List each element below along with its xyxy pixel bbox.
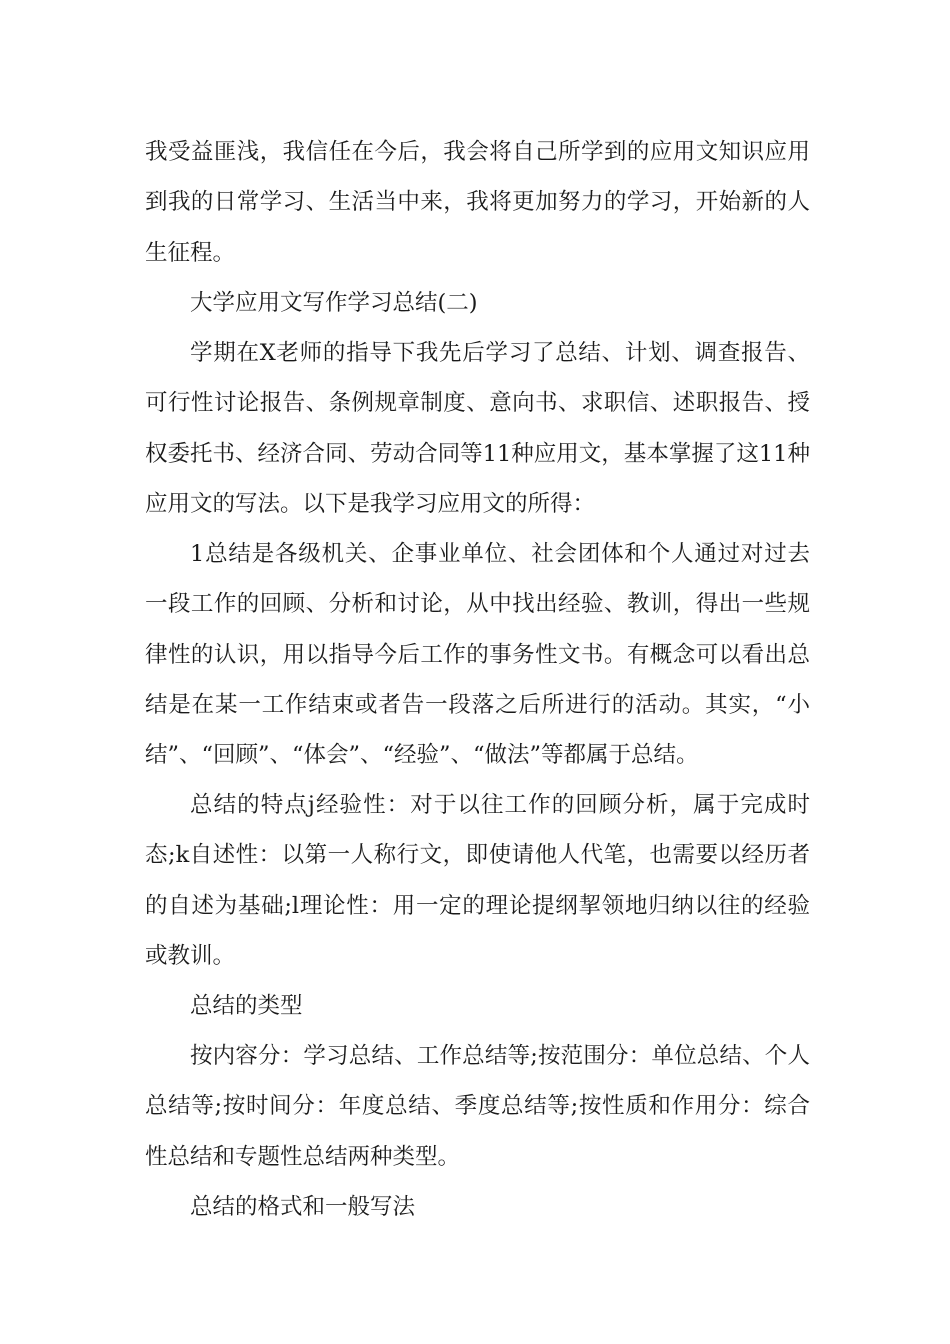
heading-summary-format: 总结的格式和一般写法 bbox=[190, 1194, 416, 1220]
paragraph-summary-definition: 1总结是各级机关、企事业单位、社会团体和个人通过对过去一段工作的回顾、分析和讨论，从中找出经验、教训，得出一些规律性的认识，用以指导今后工作的事务性文书。有概念可以看出总结是在某一工作结束或者告一段落之后所进行的活动。其实，“小结”、“回顾”、“体会”、“经验”、“做法”等都属于总结。 bbox=[145, 541, 810, 769]
paragraph-intro: 学期在X老师的指导下我先后学习了总结、计划、调查报告、可行性讨论报告、条例规章制度、意向书、求职信、述职报告、授权委托书、经济合同、劳动合同等11种应用文，基本掌握了这11种应用文的写法。以下是我学习应用文的所得： bbox=[145, 340, 810, 517]
section-heading-summary-two: 大学应用文写作学习总结(二) bbox=[190, 290, 478, 316]
paragraph-summary-features: 总结的特点j经验性：对于以往工作的回顾分析，属于完成时态;k自述性：以第一人称行文，即使请他人代笔，也需要以经历者的自述为基础;l理论性：用一定的理论提纲挈领地归纳以往的经验或教训。 bbox=[145, 792, 810, 969]
paragraph-continuation: 我受益匪浅，我信任在今后，我会将自己所学到的应用文知识应用到我的日常学习、生活当中来，我将更加努力的学习，开始新的人生征程。 bbox=[145, 139, 810, 266]
paragraph-summary-types: 按内容分：学习总结、工作总结等;按范围分：单位总结、个人总结等;按时间分：年度总结、季度总结等;按性质和作用分：综合性总结和专题性总结两种类型。 bbox=[145, 1043, 810, 1170]
heading-summary-types: 总结的类型 bbox=[190, 993, 303, 1019]
